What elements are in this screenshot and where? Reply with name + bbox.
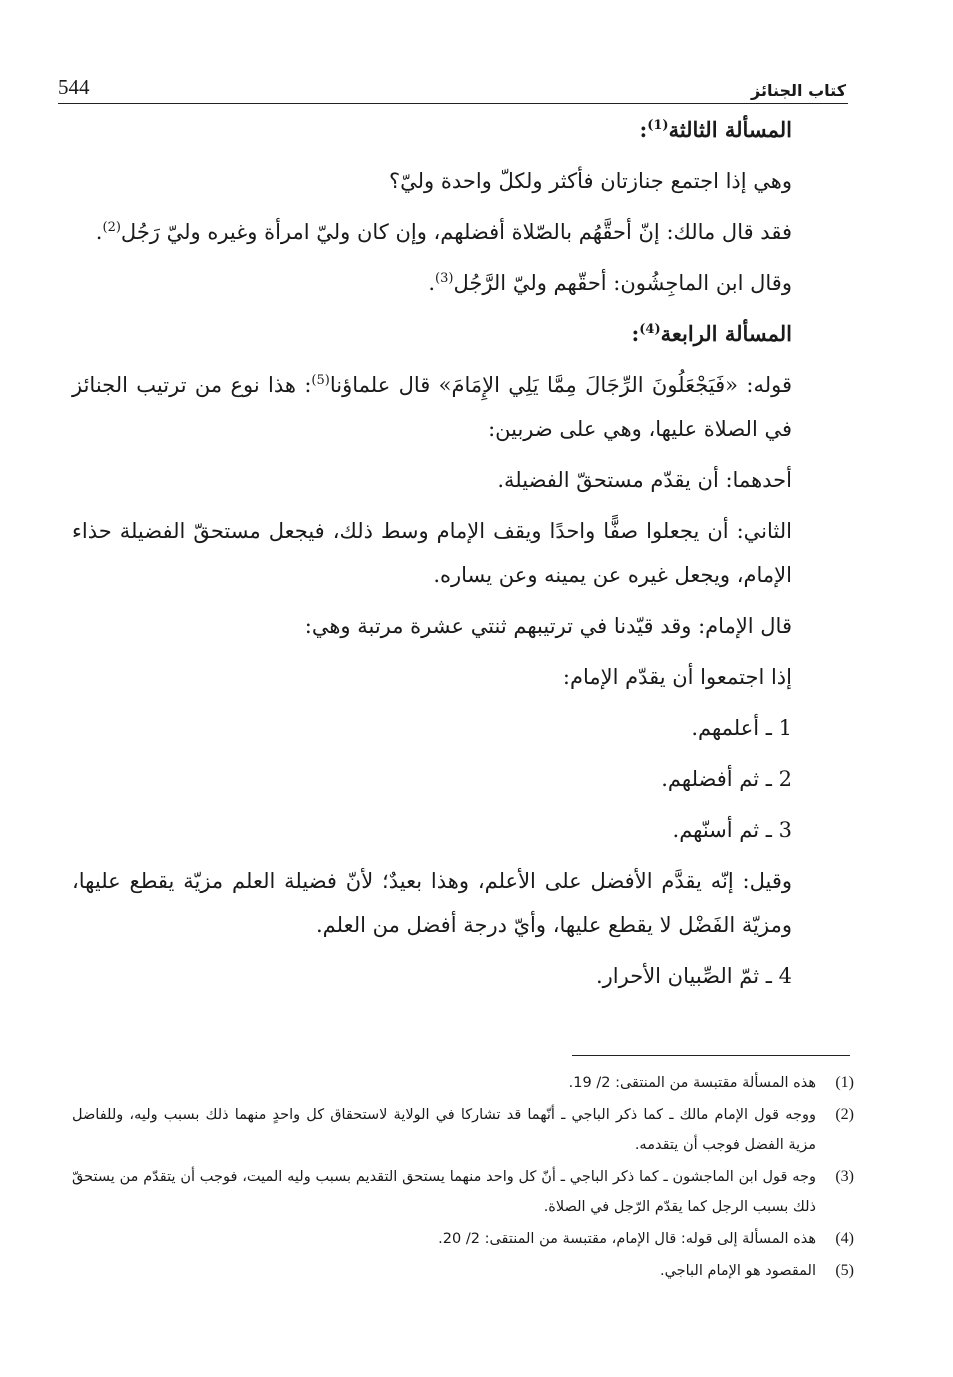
list-item: 1 ـ أعلمهم. <box>691 716 792 740</box>
footnote-text: ووجه قول الإمام مالك ـ كما ذكر الباجي ـ أنّهما قد تشاركا في الولاية لاستحقاق كل واحدٍ منهما ذلك بسبب وليه، وللفاضل مزية الفضل فوجب أن يتقدمه. <box>72 1107 816 1153</box>
paragraph: وقيل: إنّه يقدَّم الأفضل على الأعلم، وهذا بعيدٌ؛ لأنّ فضيلة العلم مزيّة يقطع عليها، ومزيّة الفَضْل لا يقطع عليها، وأيّ درجة أفضل من العلم. <box>72 869 792 937</box>
footnote-text: هذه المسألة مقتبسة من المنتقى: 2/ 19. <box>568 1075 816 1091</box>
footnote-number: (2) <box>835 1106 854 1123</box>
footnote-text: المقصود هو الإمام الباجي. <box>659 1263 816 1279</box>
footnote <box>72 1162 854 1222</box>
footnote-rule <box>572 1055 850 1056</box>
section-heading-third: المسألة الثالثة$^{(1)}$: <box>639 117 792 142</box>
footnote <box>72 1100 854 1160</box>
footnote-number: (4) <box>835 1230 854 1247</box>
list-item: 3 ـ ثم أسنّهم. <box>672 818 792 842</box>
footnote-number: (5) <box>835 1262 854 1279</box>
footnote <box>72 1256 854 1286</box>
header-rule <box>58 103 848 104</box>
paragraph: إذا اجتمعوا أن يقدّم الإمام: <box>562 665 792 689</box>
footnote <box>72 1068 854 1098</box>
footnote-ref-3: (3) <box>435 271 454 286</box>
footnote-number: (3) <box>835 1168 854 1185</box>
footnote-ref-5: (5) <box>311 373 330 388</box>
paragraph: أحدهما: أن يقدّم مستحقّ الفضيلة. <box>497 468 792 492</box>
footnote-ref-1: (1) <box>647 118 669 133</box>
main-text <box>72 108 848 1005</box>
paragraph: وهي إذا اجتمع جنازتان فأكثر ولكلّ واحدة وليّ؟ <box>388 169 792 193</box>
paragraph: الثاني: أن يجعلوا صفًّا واحدًا ويقف الإمام وسط ذلك، فيجعل مستحقّ الفضيلة حذاء الإمام، ويجعل غيره عن يمينه وعن يساره. <box>72 519 792 587</box>
page-header <box>58 60 846 100</box>
running-title: كتاب الجنائز <box>750 81 846 100</box>
footnote-ref-4: (4) <box>639 322 661 337</box>
paragraph: قال الإمام: وقد قيّدنا في ترتيبهم ثنتي عشرة مرتبة وهي: <box>304 614 792 638</box>
footnote-ref-2: (2) <box>102 220 121 235</box>
footnote-text: هذه المسألة إلى قوله: قال الإمام، مقتبسة من المنتقى: 2/ 20. <box>438 1231 816 1247</box>
footnote <box>72 1224 854 1254</box>
footnote-text: وجه قول ابن الماجشون ـ كما ذكر الباجي ـ أنّ كل واحد منهما يستحق التقديم بسبب وليه الميت، فوجب أن يتقدّم من يستحقّ ذلك بسبب الرجل كما يقدّم الرّجل في الصلاة. <box>72 1169 816 1215</box>
page-number: 544 <box>58 75 90 99</box>
footnote-number: (1) <box>835 1074 854 1091</box>
list-item: 4 ـ ثمّ الصِّبيان الأحرار. <box>595 964 792 988</box>
paragraph: قوله: «فَيَجْعَلُونَ الرِّجَالَ مِمَّا يَلِي الإِمَامَ» قال علماؤنا$^{(5)}$: هذا نوع من ترتيب الجنائز في الصلاة عليها، وهي على ضربين: <box>72 373 792 441</box>
section-heading-fourth: المسألة الرابعة$^{(4)}$: <box>631 321 792 346</box>
paragraph: وقال ابن الماجِشُون: أحقّهم وليّ الرَّجُل$^{(3)}$. <box>428 271 792 295</box>
paragraph: فقد قال مالك: إنّ أحقَّهُم بالصّلاة أفضلهم، وإن كان وليّ امرأة وغيره وليّ رَجُل$^{(2)}$. <box>95 220 792 244</box>
footnotes <box>72 1068 854 1288</box>
list-item: 2 ـ ثم أفضلهم. <box>661 767 792 791</box>
